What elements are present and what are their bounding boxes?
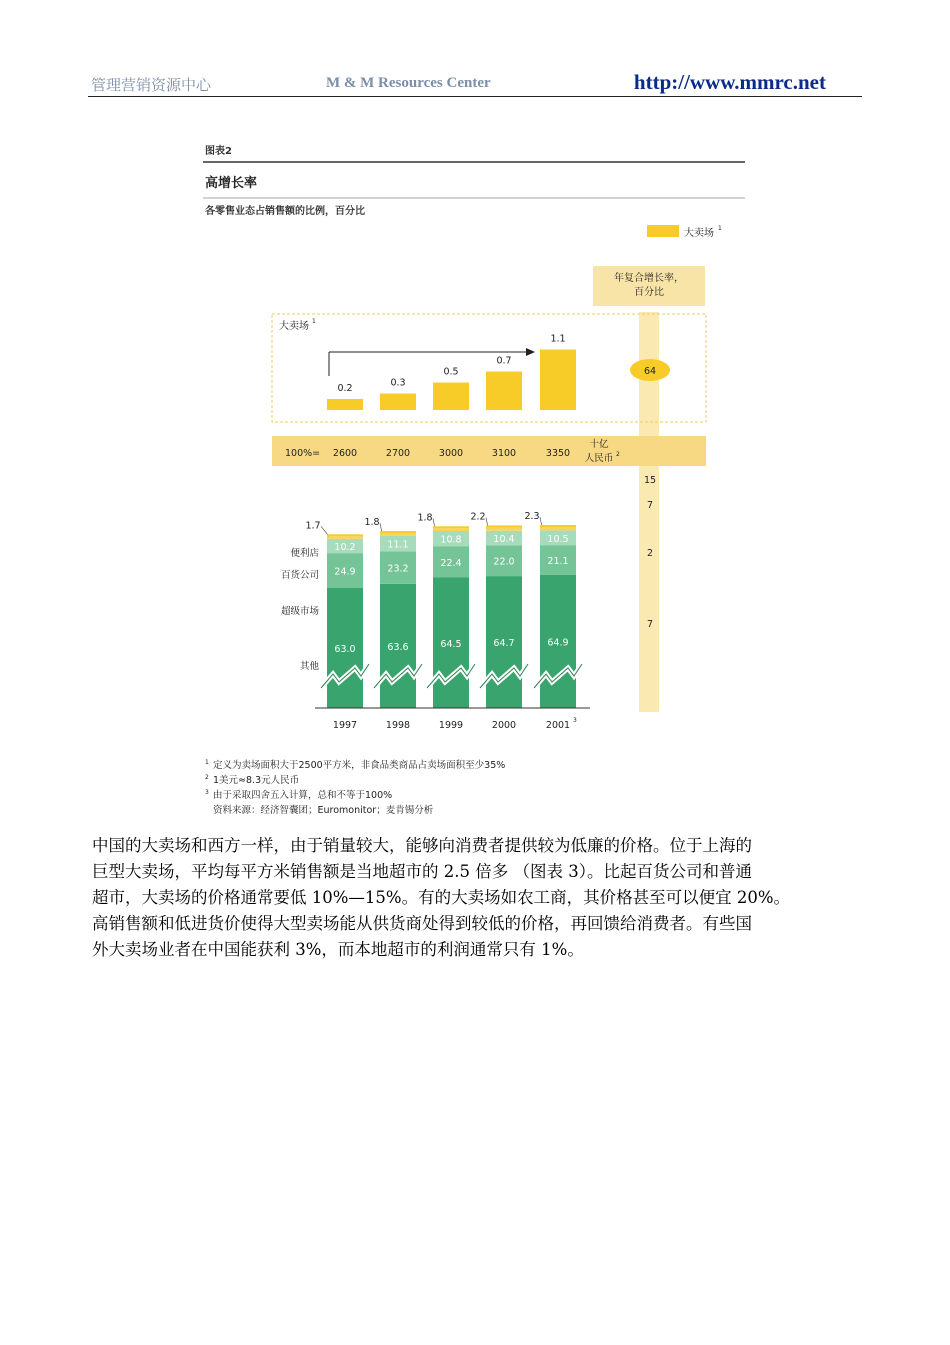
footnote-text: 定义为卖场面积大于2500平方米，非食品类商品占卖场面积至少35%	[213, 760, 506, 771]
legend-label-hypermarket: 大卖场	[684, 228, 714, 239]
stack-segment-hypermarket	[433, 526, 469, 528]
x-tick-label: 2000	[491, 720, 517, 731]
hypermarket-bar-1999	[433, 383, 469, 411]
totals-prefix: 100%=	[285, 448, 321, 459]
footnote-marker: 1	[205, 759, 209, 766]
hypermarket-bar-label: 0.2	[337, 383, 353, 394]
x-tick-label: 1998	[385, 720, 411, 731]
paragraph-line: 巨型大卖场，平均每平方米销售额是当地超市的 2.5 倍多 （图表 3）。比起百货公司和普通	[92, 862, 752, 881]
segment-label: 64.5	[440, 638, 462, 650]
unit-line2: 人民币	[584, 453, 614, 464]
segment-label: 64.7	[493, 638, 515, 650]
stack-segment-hypermarket	[540, 525, 576, 527]
x-tick-label: 1999	[438, 720, 464, 731]
figure-label: 图表2	[205, 146, 232, 157]
cagr-header-box	[593, 266, 705, 306]
cagr-label-line2: 百分比	[634, 287, 664, 298]
cagr-value-便利店: 15	[643, 475, 657, 486]
segment-label: 22.0	[493, 556, 515, 568]
footnote-text: 资料来源：经济智囊团；Euromonitor；麦肯锡分析	[213, 805, 434, 816]
hypermarket-bar-label: 1.1	[550, 333, 566, 345]
segment-label: 24.9	[334, 566, 356, 578]
body-paragraph	[92, 833, 864, 963]
total-value: 3100	[491, 448, 517, 459]
figure-2-chart	[195, 140, 755, 825]
legend-label-sup: 1	[718, 225, 722, 232]
footnote-text: 由于采取四舍五入计算，总和不等于100%	[213, 790, 393, 801]
segment-label: 10.8	[440, 534, 462, 546]
stack-segment-hypermarket	[486, 525, 522, 527]
paragraph-line: 高销售额和低进货价使得大型卖场能从供货商处得到较低的价格，再回馈给消费者。有些国	[92, 914, 752, 933]
paragraph-line: 超市，大卖场的价格通常要低 10%—15%。有的大卖场如农工商，其价格甚至可以便宜 20%。	[92, 888, 791, 907]
segment-label: 10.2	[334, 542, 356, 553]
segment-label: 63.0	[334, 644, 356, 655]
footnote-marker: 2	[205, 774, 209, 781]
header-website-link[interactable]: http://www.mmrc.net	[633, 70, 826, 94]
page-header	[88, 70, 862, 97]
series-label: 百货公司	[280, 570, 319, 581]
convenience-label: 1.8	[364, 517, 380, 529]
hypermarket-panel-label: 大卖场	[279, 321, 309, 332]
figure-subtitle: 各零售业态占销售额的比例，百分比	[205, 206, 365, 217]
convenience-label: 1.7	[305, 520, 321, 532]
legend-swatch-hypermarket	[647, 225, 679, 237]
hypermarket-bars	[327, 334, 576, 411]
footnote-marker: 3	[205, 789, 209, 796]
series-label: 便利店	[290, 548, 319, 559]
footnotes	[205, 759, 505, 816]
x-axis-labels	[333, 717, 577, 731]
segment-label: 23.2	[387, 563, 409, 575]
hypermarket-bar-1997	[327, 399, 363, 410]
hypermarket-bar-2001	[540, 350, 576, 411]
footnote-text: 1美元≈8.3元人民币	[213, 775, 300, 786]
stack-segment-便利店	[327, 536, 363, 539]
stack-segment-便利店	[380, 533, 416, 536]
total-value: 3350	[545, 448, 571, 459]
convenience-label: 2.3	[524, 511, 540, 523]
hypermarket-panel-sup: 1	[312, 318, 316, 325]
segment-label: 63.6	[387, 641, 409, 653]
stacked-bars	[305, 511, 582, 708]
x-tick-sup: 3	[573, 717, 577, 724]
hypermarket-bar-1998	[380, 394, 416, 411]
cagr-value-其他: 7	[646, 619, 654, 630]
total-value: 2700	[385, 448, 411, 459]
hypermarket-bar-2000	[486, 372, 522, 411]
hypermarket-bar-label: 0.7	[496, 355, 512, 367]
paragraph-line: 中国的大卖场和西方一样，由于销量较大，能够向消费者提供较为低廉的价格。位于上海的	[92, 836, 752, 855]
cagr-value-超级市场: 2	[646, 548, 654, 559]
segment-label: 21.1	[547, 555, 569, 567]
figure-title: 高增长率	[205, 176, 258, 191]
header-center-title: M & M Resources Center	[326, 75, 491, 91]
series-labels	[281, 547, 320, 672]
header-org-name: 管理营销资源中心	[91, 76, 212, 94]
total-value: 2600	[332, 448, 358, 459]
series-label: 超级市场	[280, 606, 319, 617]
segment-label: 64.9	[547, 637, 569, 649]
hypermarket-bar-label: 0.5	[443, 366, 459, 378]
hypermarket-bar-label: 0.3	[390, 377, 406, 389]
x-tick-label: 2001	[545, 720, 571, 731]
segment-label: 10.5	[547, 533, 569, 545]
cagr-hypermarket-value: 64	[643, 366, 657, 377]
stack-segment-hypermarket	[380, 531, 416, 533]
stack-segment-便利店	[486, 527, 522, 530]
series-label: 其他	[299, 661, 319, 672]
stack-segment-便利店	[433, 528, 469, 531]
unit-line1: 十亿	[589, 439, 609, 450]
stack-segment-hypermarket	[327, 534, 363, 536]
segment-label: 11.1	[387, 539, 409, 551]
cagr-label-line1: 年复合增长率，	[614, 273, 684, 284]
unit-sup: 2	[616, 451, 620, 458]
convenience-label: 1.8	[417, 512, 433, 524]
convenience-label: 2.2	[470, 511, 486, 523]
segment-label: 10.4	[493, 534, 515, 546]
growth-arrow-head	[526, 348, 535, 356]
cagr-value-百货公司: 7	[646, 500, 654, 511]
segment-label: 22.4	[440, 557, 462, 569]
paragraph-line: 外大卖场业者在中国能获利 3%，而本地超市的利润通常只有 1%。	[92, 940, 584, 959]
x-tick-label: 1997	[332, 720, 358, 731]
total-value: 3000	[438, 448, 464, 459]
stack-segment-便利店	[540, 527, 576, 530]
